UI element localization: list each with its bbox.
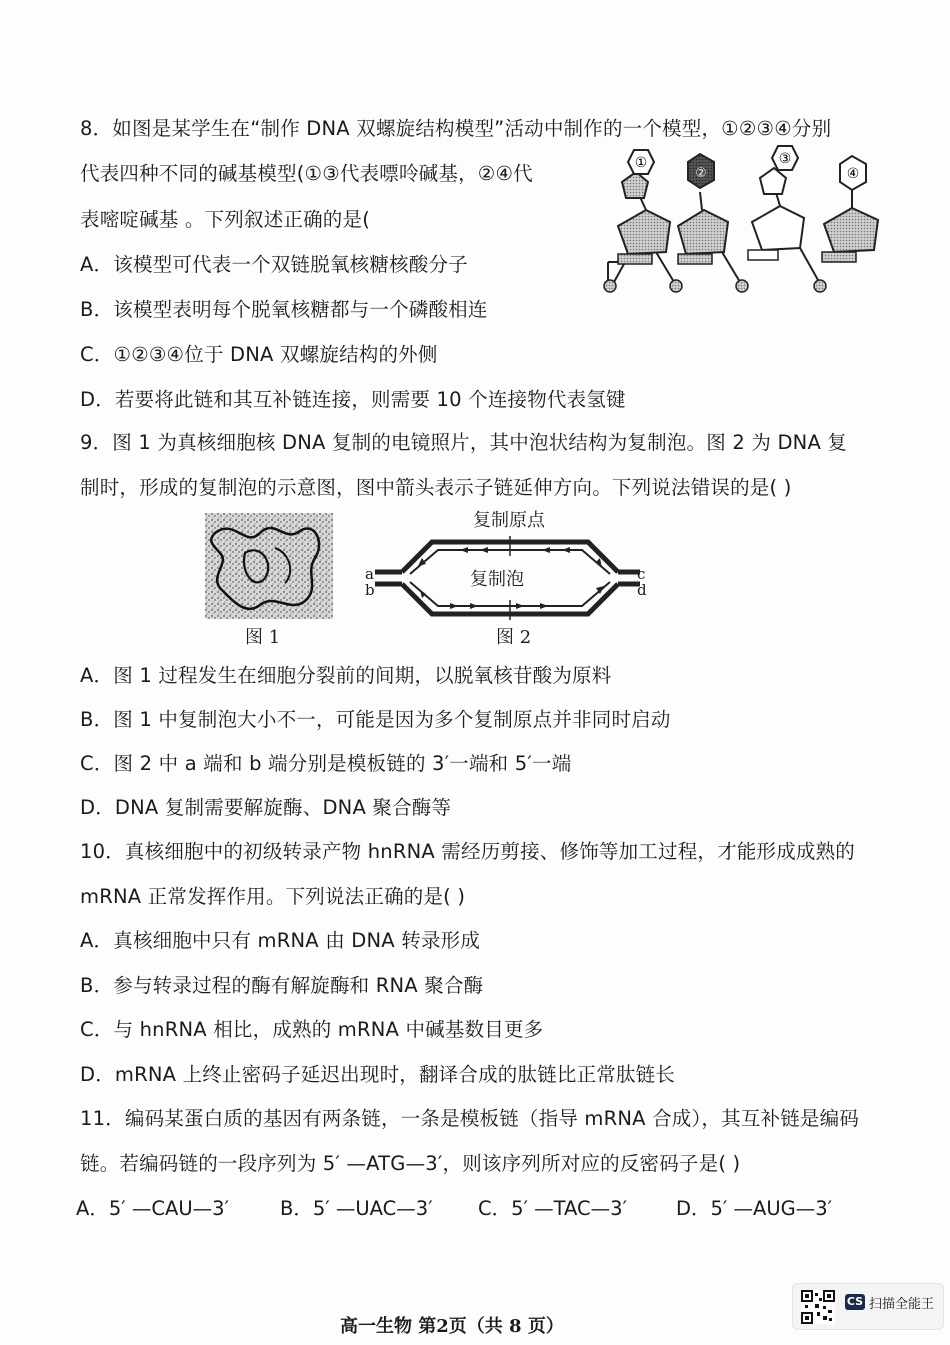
- base-label-4: ④: [846, 166, 860, 182]
- q11-option-c: C．5′ —TAC—3′: [478, 1197, 627, 1220]
- q9-option-b: B．图 1 中复制泡大小不一，可能是因为多个复制原点并非同时启动: [80, 708, 671, 731]
- q11-option-a: A．5′ —CAU—3′: [76, 1197, 229, 1220]
- q11-stem-line1: 11．编码某蛋白质的基因有两条链，一条是模板链（指导 mRNA 合成），其互补链是编码: [80, 1107, 860, 1130]
- q9-stem-line2: 制时，形成的复制泡的示意图，图中箭头表示子链延伸方向。下列说法错误的是( ): [80, 476, 792, 499]
- qr-code-icon: [801, 1290, 835, 1324]
- q9-stem-line1: 9．图 1 为真核细胞核 DNA 复制的电镜照片，其中泡状结构为复制泡。图 2 为 DNA 复: [80, 431, 848, 454]
- q8-option-b: B．该模型表明每个脱氧核糖都与一个磷酸相连: [80, 298, 488, 321]
- base-label-3: ③: [778, 151, 792, 167]
- figure1-caption: 图 1: [245, 627, 281, 648]
- q8-stem-line3: 表嘧啶碱基 。下列叙述正确的是(: [80, 208, 371, 231]
- q11-stem-line2: 链。若编码链的一段序列为 5′ —ATG—3′，则该序列所对应的反密码子是( ): [80, 1152, 741, 1175]
- q10-option-a: A．真核细胞中只有 mRNA 由 DNA 转录形成: [80, 929, 481, 952]
- q8-option-c: C．①②③④位于 DNA 双螺旋结构的外侧: [80, 343, 438, 366]
- base-label-2: ②: [695, 166, 707, 181]
- q10-option-c: C．与 hnRNA 相比，成熟的 mRNA 中碱基数目更多: [80, 1018, 544, 1041]
- origin-label: 复制原点: [473, 510, 545, 531]
- base-label-1: ①: [634, 155, 648, 171]
- end-label-a: a: [365, 565, 374, 583]
- q11-option-d: D．5′ —AUG—3′: [676, 1197, 833, 1220]
- q8-stem-line1: 8．如图是某学生在“制作 DNA 双螺旋结构模型”活动中制作的一个模型，①②③④分别: [80, 117, 832, 140]
- q11-option-b: B．5′ —UAC—3′: [280, 1197, 433, 1220]
- nucleotide-3: [748, 146, 826, 292]
- q9-option-c: C．图 2 中 a 端和 b 端分别是模板链的 3′一端和 5′一端: [80, 752, 572, 775]
- page-footer: 高一生物 第2页（共 8 页）: [340, 1316, 564, 1337]
- q9-option-d: D．DNA 复制需要解旋酶、DNA 聚合酶等: [80, 796, 452, 819]
- q8-option-a: A．该模型可代表一个双链脱氧核糖核酸分子: [80, 253, 468, 276]
- scanner-logo: CS: [846, 1295, 864, 1308]
- scanner-watermark: [792, 1283, 944, 1330]
- nucleotide-1: [604, 150, 682, 292]
- q10-option-b: B．参与转录过程的酶有解旋酶和 RNA 聚合酶: [80, 974, 484, 997]
- q9-option-a: A．图 1 过程发生在细胞分裂前的间期，以脱氧核苷酸为原料: [80, 664, 612, 687]
- q10-option-d: D．mRNA 上终止密码子延迟出现时，翻译合成的肽链比正常肽链长: [80, 1063, 676, 1086]
- scanner-app-name: 扫描全能王: [869, 1297, 935, 1312]
- end-label-b: b: [365, 581, 375, 599]
- nucleotide-2: [678, 154, 748, 292]
- q8-stem-line2: 代表四种不同的碱基模型(①③代表嘌呤碱基，②④代: [80, 162, 533, 185]
- q10-stem-line2: mRNA 正常发挥作用。下列说法正确的是( ): [80, 885, 466, 908]
- bubble-label: 复制泡: [470, 569, 524, 590]
- q10-stem-line1: 10．真核细胞中的初级转录产物 hnRNA 需经历剪接、修饰等加工过程，才能形成成熟的: [80, 840, 856, 863]
- end-label-c: c: [637, 565, 646, 583]
- dna-model-figure: [596, 140, 896, 300]
- figure2-caption: 图 2: [496, 627, 532, 648]
- q8-option-d: D．若要将此链和其互补链连接，则需要 10 个连接物代表氢键: [80, 388, 626, 411]
- electron-micrograph-figure: [205, 513, 333, 619]
- end-label-d: d: [637, 581, 647, 599]
